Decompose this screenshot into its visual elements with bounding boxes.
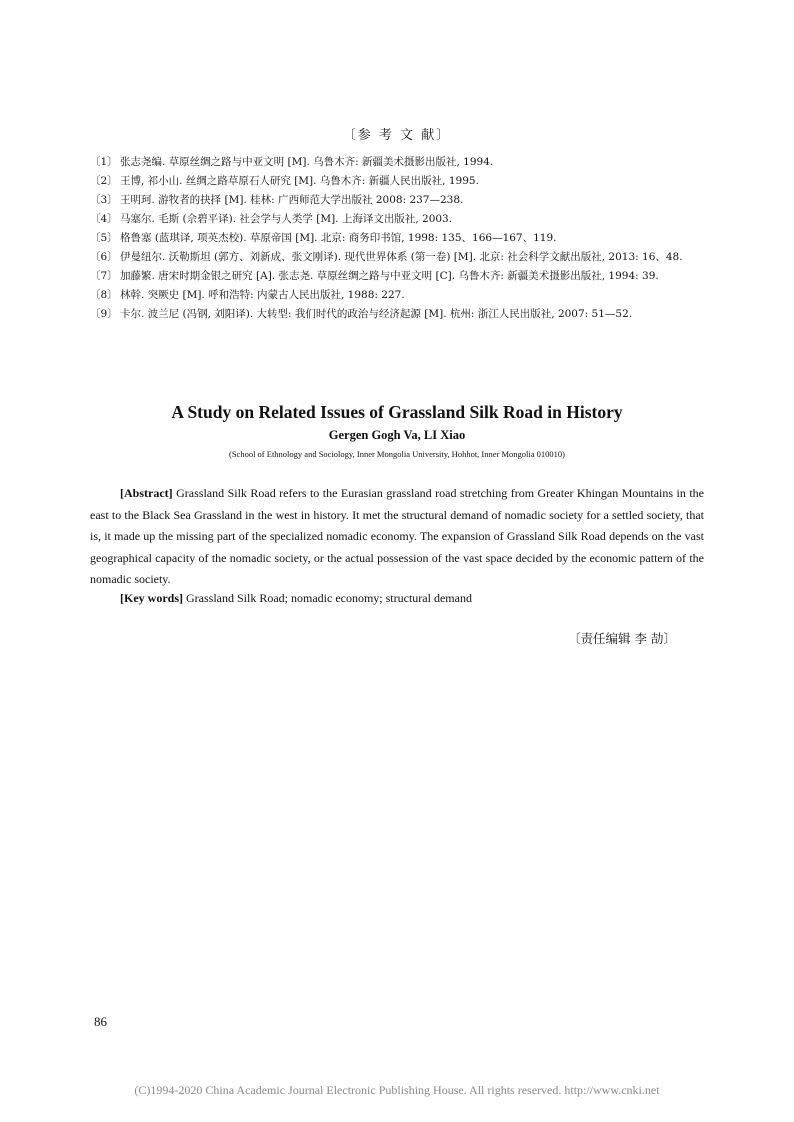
reference-item xyxy=(90,286,706,305)
reference-text: 加藤繁. 唐宋时期金银之研究 [A]. 张志尧. 草原丝绸之路与中亚文明 [C]. 乌鲁木齐: 新疆美术摄影出版社, 1994: 39. xyxy=(120,270,659,282)
english-title: A Study on Related Issues of Grassland Silk Road in History xyxy=(171,402,623,422)
reference-text: 卡尔. 波兰尼 (冯钢, 刘阳译). 大转型: 我们时代的政治与经济起源 [M]. 杭州: 浙江人民出版社, 2007: 51—52. xyxy=(120,308,633,320)
page-number: 86 xyxy=(94,1014,107,1029)
abstract-text: Grassland Silk Road refers to the Eurasian grassland road stretching from Greater Khingan Mountains in the east to the Black Sea Grassland in the west in history. It met the structural demand of nomadic society for a settled society, that is, it made up the missing part of the specialized nomadic economy. The expansion of Grassland Silk Road depends on the vast geographical capacity of the nomadic society, or the actual possession of the vast space decided by the economic pattern of the nomadic society. xyxy=(90,486,704,586)
reference-text: 王明珂. 游牧者的抉择 [M]. 桂林: 广西师范大学出版社 2008: 237—238. xyxy=(120,194,464,206)
reference-number: 〔1〕 xyxy=(90,156,118,168)
references-heading: 〔参 考 文 献〕 xyxy=(342,128,452,143)
keywords xyxy=(120,588,704,609)
abstract xyxy=(90,483,704,591)
reference-list xyxy=(90,153,706,324)
reference-number: 〔2〕 xyxy=(90,175,118,187)
reference-item xyxy=(90,210,706,229)
abstract-label: [Abstract] xyxy=(120,486,173,500)
reference-text: 王博, 祁小山. 丝绸之路草原石人研究 [M]. 乌鲁木齐: 新疆人民出版社, 1995. xyxy=(120,175,479,187)
keywords-text: Grassland Silk Road; nomadic economy; structural demand xyxy=(183,591,472,605)
reference-item xyxy=(90,153,706,172)
reference-text: 格鲁塞 (蓝琪译, 项英杰校). 草原帝国 [M]. 北京: 商务印书馆, 1998: 135、166—167、119. xyxy=(120,232,557,244)
reference-text: 张志尧编. 草原丝绸之路与中亚文明 [M]. 乌鲁木齐: 新疆美术摄影出版社, 1994. xyxy=(120,156,494,168)
keywords-label: [Key words] xyxy=(120,591,183,605)
reference-number: 〔9〕 xyxy=(90,308,118,320)
reference-item xyxy=(90,229,706,248)
authors: Gergen Gogh Va, LI Xiao xyxy=(328,428,466,442)
reference-item xyxy=(90,305,706,324)
reference-number: 〔5〕 xyxy=(90,232,118,244)
reference-item xyxy=(90,172,706,191)
reference-number: 〔6〕 xyxy=(90,251,118,263)
affiliation: (School of Ethnology and Sociology, Inner Mongolia University, Hohhot, Inner Mongolia 010010) xyxy=(228,449,566,459)
reference-text: 林幹. 突厥史 [M]. 呼和浩特: 内蒙古人民出版社, 1988: 227. xyxy=(120,289,405,301)
reference-text: 伊曼纽尔. 沃勒斯坦 (郭方、刘新成、张文刚译). 现代世界体系 (第一卷) [M]. 北京: 社会科学文献出版社, 2013: 16、48. xyxy=(120,251,683,263)
copyright-footer: (C)1994-2020 China Academic Journal Electronic Publishing House. All rights reserved. http://www.cnki.net xyxy=(134,1083,660,1097)
reference-item xyxy=(90,248,706,267)
reference-number: 〔3〕 xyxy=(90,194,118,206)
reference-number: 〔8〕 xyxy=(90,289,118,301)
reference-item xyxy=(90,191,706,210)
reference-number: 〔4〕 xyxy=(90,213,118,225)
reference-number: 〔7〕 xyxy=(90,270,118,282)
reference-item xyxy=(90,267,706,286)
responsible-editor: 〔责任编辑 李 劼〕 xyxy=(568,631,676,646)
reference-text: 马塞尔. 毛斯 (佘碧平译). 社会学与人类学 [M]. 上海译文出版社, 2003. xyxy=(120,213,453,225)
